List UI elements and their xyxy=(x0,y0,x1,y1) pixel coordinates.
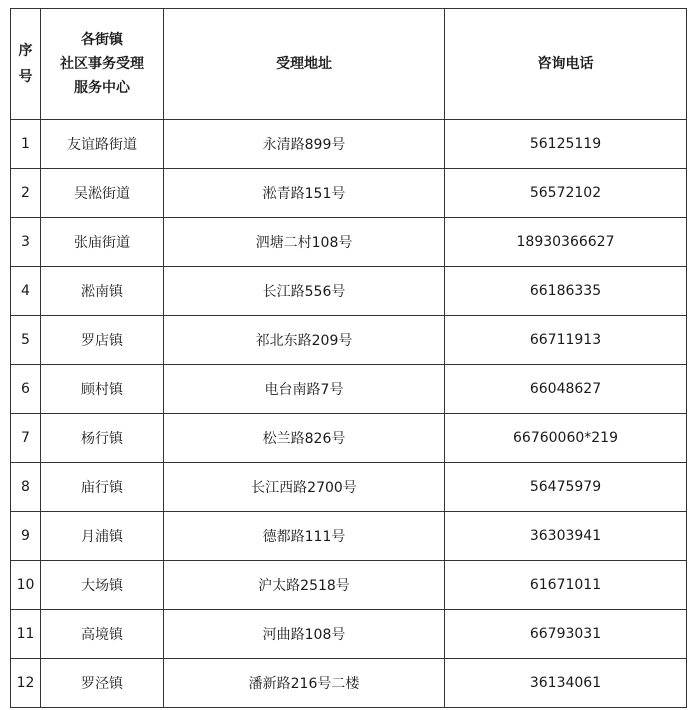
cell-seq: 3 xyxy=(11,218,41,267)
header-phone: 咨询电话 xyxy=(445,9,687,120)
cell-address: 泗塘二村108号 xyxy=(164,218,445,267)
header-seq-line-1: 序 xyxy=(18,43,33,59)
cell-address: 松兰路826号 xyxy=(164,414,445,463)
header-address: 受理地址 xyxy=(164,9,445,120)
cell-center: 大场镇 xyxy=(41,561,164,610)
cell-phone: 56125119 xyxy=(445,120,687,169)
cell-phone: 66048627 xyxy=(445,365,687,414)
cell-center: 高境镇 xyxy=(41,610,164,659)
cell-phone: 36134061 xyxy=(445,659,687,708)
header-center xyxy=(41,9,164,120)
table-row xyxy=(11,610,687,659)
cell-seq: 8 xyxy=(11,463,41,512)
cell-address: 永清路899号 xyxy=(164,120,445,169)
table-row xyxy=(11,169,687,218)
cell-phone: 66186335 xyxy=(445,267,687,316)
cell-address: 淞青路151号 xyxy=(164,169,445,218)
service-center-table xyxy=(10,8,687,708)
cell-center: 淞南镇 xyxy=(41,267,164,316)
cell-center: 顾村镇 xyxy=(41,365,164,414)
table-row xyxy=(11,561,687,610)
cell-address: 长江路556号 xyxy=(164,267,445,316)
header-seq xyxy=(11,9,41,120)
table-row xyxy=(11,463,687,512)
cell-seq: 12 xyxy=(11,659,41,708)
cell-center: 月浦镇 xyxy=(41,512,164,561)
cell-center: 吴淞街道 xyxy=(41,169,164,218)
cell-phone: 36303941 xyxy=(445,512,687,561)
table-row xyxy=(11,512,687,561)
cell-seq: 11 xyxy=(11,610,41,659)
cell-phone: 66760060*219 xyxy=(445,414,687,463)
table-row xyxy=(11,218,687,267)
cell-phone: 61671011 xyxy=(445,561,687,610)
cell-phone: 56475979 xyxy=(445,463,687,512)
cell-center: 庙行镇 xyxy=(41,463,164,512)
cell-phone: 66711913 xyxy=(445,316,687,365)
cell-center: 杨行镇 xyxy=(41,414,164,463)
cell-center: 友谊路街道 xyxy=(41,120,164,169)
cell-seq: 6 xyxy=(11,365,41,414)
table-row xyxy=(11,267,687,316)
cell-address: 潘新路216号二楼 xyxy=(164,659,445,708)
cell-phone: 66793031 xyxy=(445,610,687,659)
cell-seq: 1 xyxy=(11,120,41,169)
cell-address: 电台南路7号 xyxy=(164,365,445,414)
table-row xyxy=(11,659,687,708)
cell-phone: 56572102 xyxy=(445,169,687,218)
cell-address: 河曲路108号 xyxy=(164,610,445,659)
cell-address: 沪太路2518号 xyxy=(164,561,445,610)
table-row xyxy=(11,414,687,463)
table-row xyxy=(11,120,687,169)
table-row xyxy=(11,365,687,414)
header-center-line-1: 各街镇 xyxy=(81,32,123,48)
cell-center: 罗店镇 xyxy=(41,316,164,365)
cell-seq: 4 xyxy=(11,267,41,316)
cell-seq: 7 xyxy=(11,414,41,463)
header-row xyxy=(11,9,687,120)
header-center-line-3: 服务中心 xyxy=(74,80,130,96)
cell-address: 长江西路2700号 xyxy=(164,463,445,512)
cell-seq: 5 xyxy=(11,316,41,365)
cell-seq: 9 xyxy=(11,512,41,561)
cell-center: 罗泾镇 xyxy=(41,659,164,708)
cell-seq: 2 xyxy=(11,169,41,218)
cell-address: 德都路111号 xyxy=(164,512,445,561)
cell-seq: 10 xyxy=(11,561,41,610)
header-seq-line-2: 号 xyxy=(18,69,33,85)
cell-address: 祁北东路209号 xyxy=(164,316,445,365)
table-row xyxy=(11,316,687,365)
header-center-line-2: 社区事务受理 xyxy=(60,56,144,72)
cell-center: 张庙街道 xyxy=(41,218,164,267)
cell-phone: 18930366627 xyxy=(445,218,687,267)
